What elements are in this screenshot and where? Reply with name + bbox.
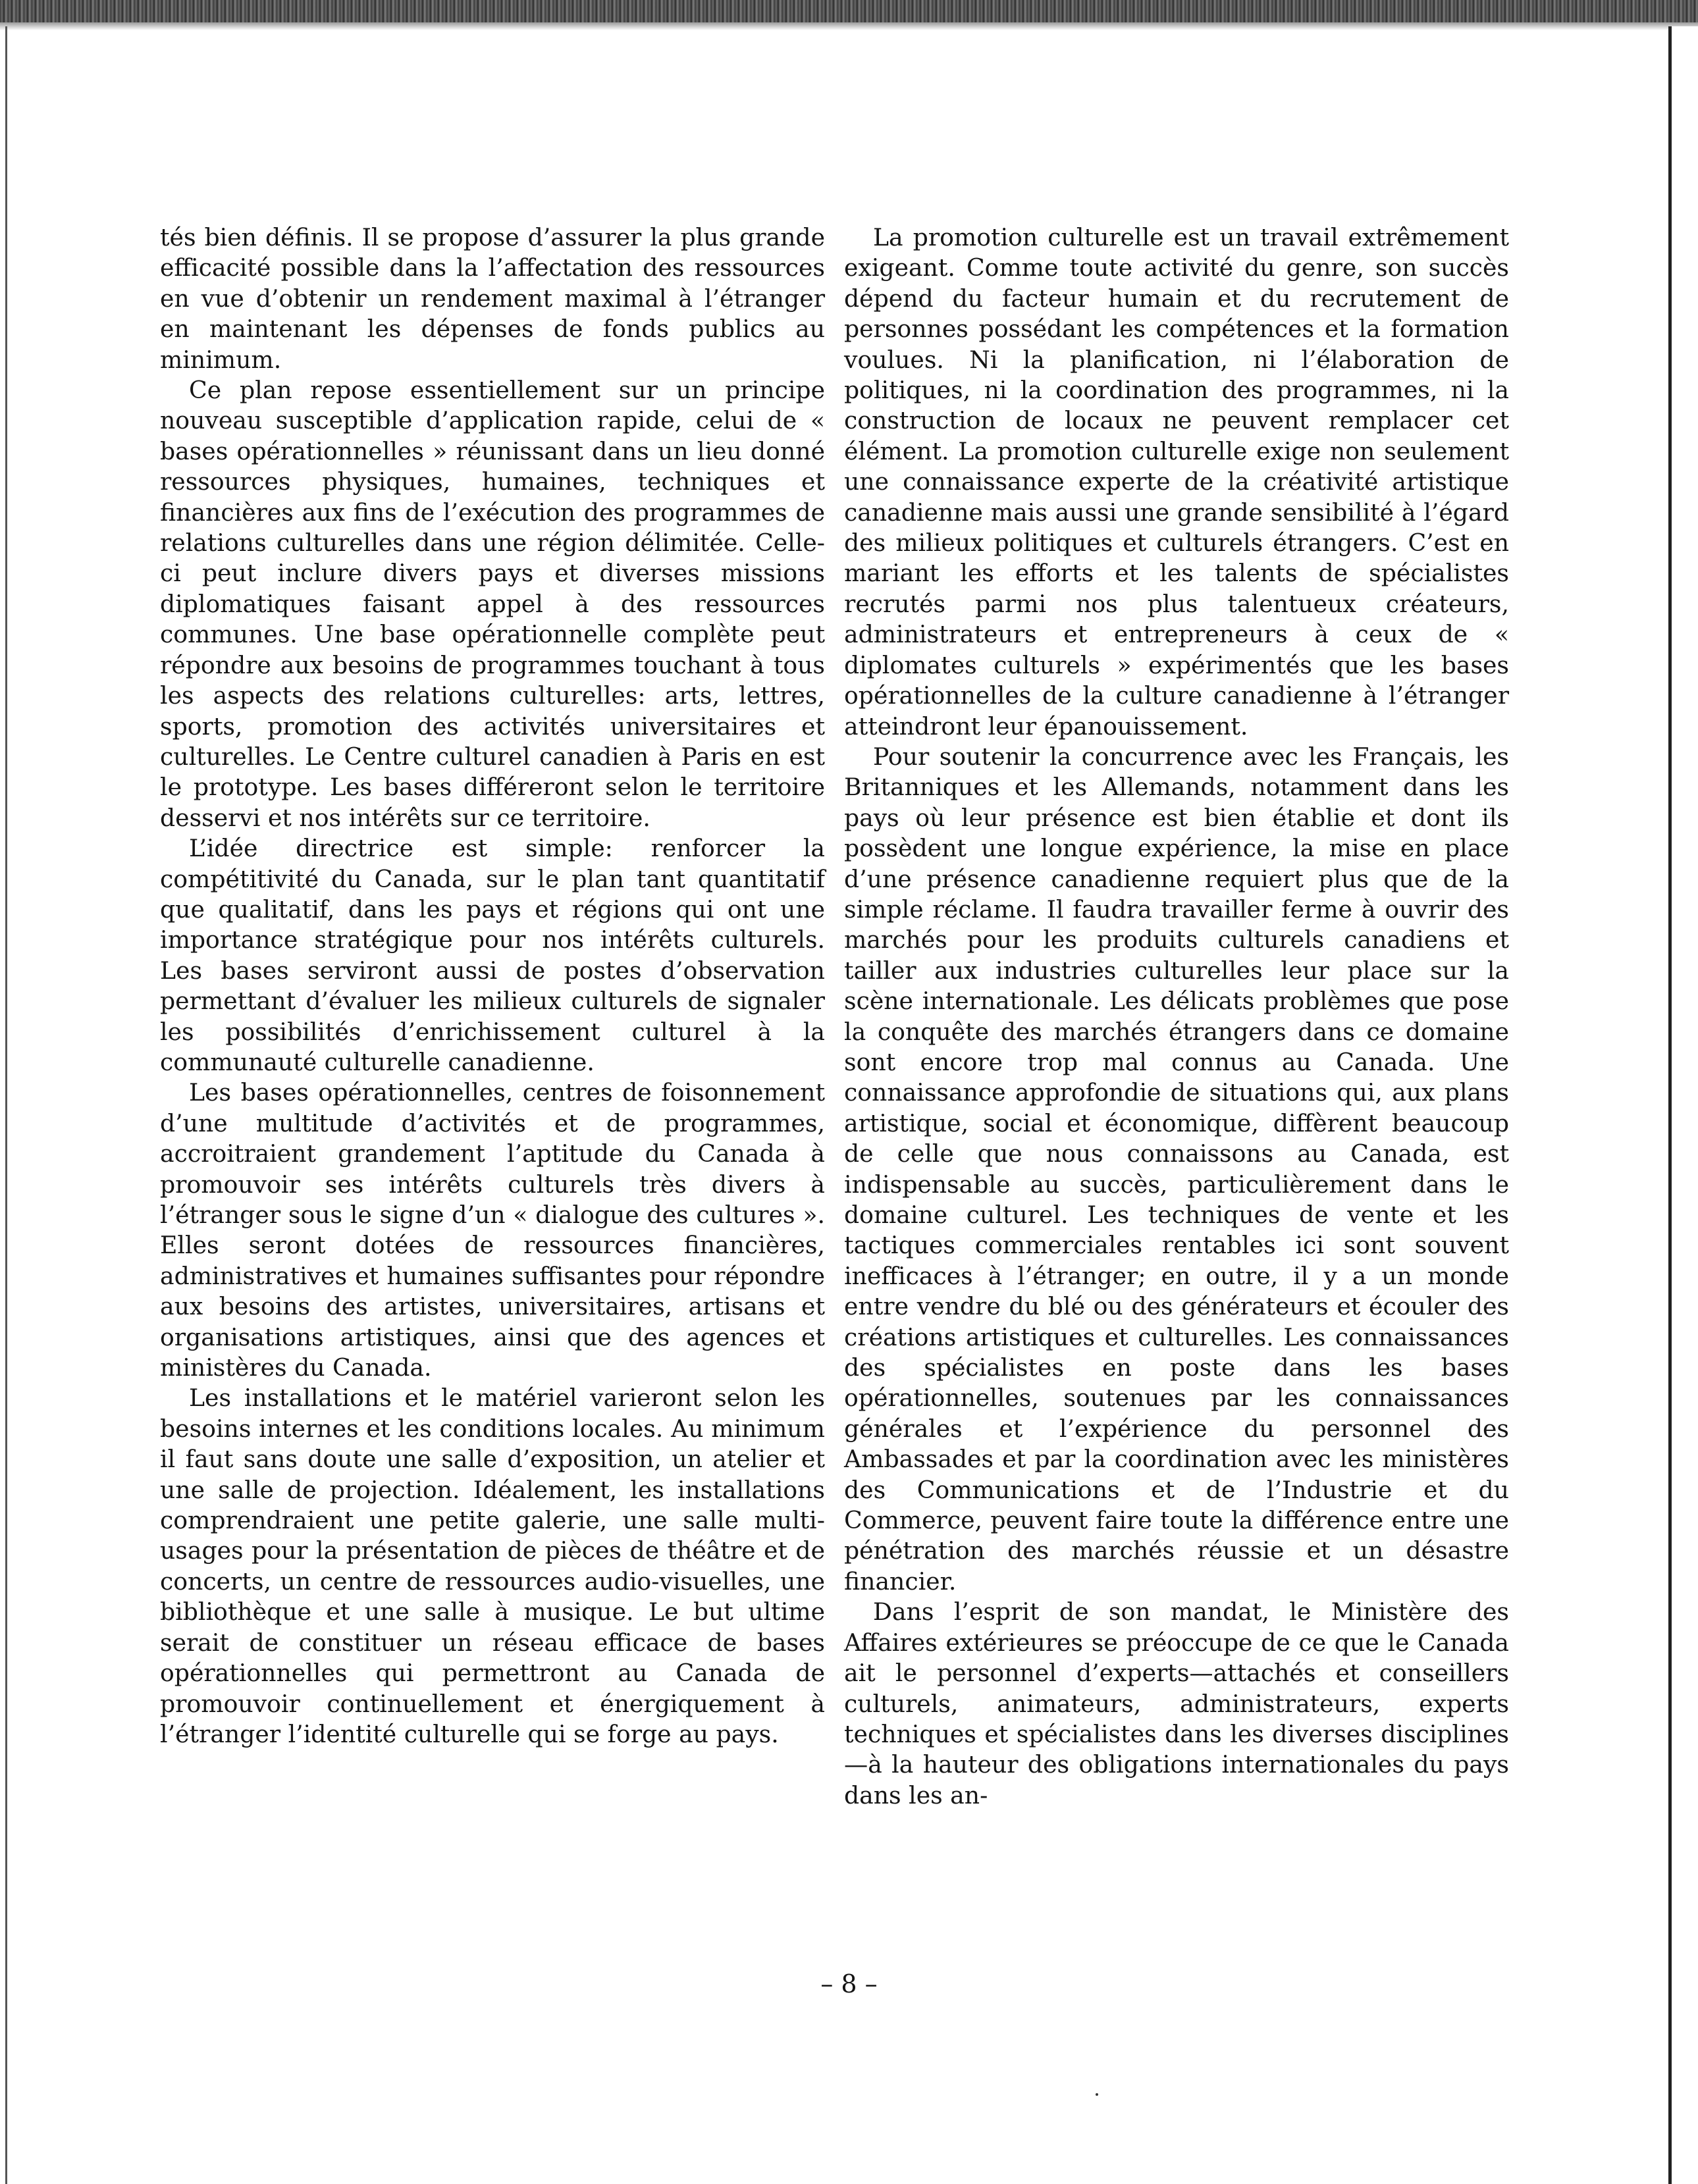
scan-edge-shadow [0,22,1698,30]
page-number: – 8 – [820,1969,878,1998]
scan-margin-right [1672,26,1698,2184]
scan-edge-top [0,0,1698,22]
scan-speck [1096,2093,1098,2096]
right-column [844,222,1509,1811]
scan-edge-left [5,26,7,2184]
paragraph: tés bien définis. Il se propose d’assurer la plus grande efficacité possible dans la l’affectation des ressources en vue d’obtenir un rendement maximal à l’étranger en maintenant les dépenses de fonds publics au minimum. [160,223,825,374]
left-column [160,222,825,1750]
paragraph: L’idée directrice est simple: renforcer la compétitivité du Canada, sur le plan tant quantitatif que qualitatif, dans les pays et régions qui ont une importance stratégique pour nos intérêts culturels. Les bases serviront aussi de postes d’observation permettant d’évaluer les milieux culturels de signaler les possibilités d’enrichissement culturel à la communauté culturelle canadienne. [160,834,825,1076]
paragraph: Pour soutenir la concurrence avec les Français, les Britanniques et les Allemands, notamment dans les pays où leur présence est bien établie et dont ils possèdent une longue expérience, la mise en place d’une présence canadienne requiert plus que de la simple réclame. Il faudra travailler ferme à ouvrir des marchés pour les produits culturels canadiens et tailler aux industries culturelles leur place sur la scène internationale. Les délicats problèmes que pose la conquête des marchés étrangers dans ce domaine sont encore trop mal connus au Canada. Une connaissance approfondie de situations qui, aux plans artistique, social et économique, diffèrent beaucoup de celle que nous connaissons au Canada, est indispensable au succès, particulièrement dans le domaine culturel. Les techniques de vente et les tactiques commerciales rentables ici sont souvent inefficaces à l’étranger; en outre, il y a un monde entre vendre du blé ou des générateurs et écouler des créations artistiques et culturelles. Les connaissances des spécialistes en poste dans les bases opérationnelles, soutenues par les connaissances générales et l’expérience du personnel des Ambassades et par la coordination avec les ministères des Communications et de l’Industrie et du Commerce, peuvent faire toute la différence entre une pénétration des marchés réussie et un désastre financier. [844,742,1509,1596]
paragraph: Les bases opérationnelles, centres de foisonnement d’une multitude d’activités et de programmes, accroitraient grandement l’aptitude du Canada à promouvoir ses intérêts culturels très divers à l’étranger sous le signe d’un « dialogue des cultures ». Elles seront dotées de ressources financières, administratives et humaines suffisantes pour répondre aux besoins des artistes, universitaires, artisans et organisations artistiques, ainsi que des agences et ministères du Canada. [160,1078,825,1382]
paragraph: Les installations et le matériel varieront selon les besoins internes et les conditions locales. Au minimum il faut sans doute une salle d’exposition, un atelier et une salle de projection. Idéalement, les installations comprendraient une petite galerie, une salle multi-usages pour la présentation de pièces de théâtre et de concerts, un centre de ressources audio-visuelles, une bibliothèque et une salle à musique. Le but ultime serait de constituer un réseau efficace de bases opérationnelles qui permettront au Canada de promouvoir continuellement et énergiquement à l’étranger l’identité culturelle qui se forge au pays. [160,1384,825,1748]
paragraph: Ce plan repose essentiellement sur un principe nouveau susceptible d’application rapide, celui de « bases opérationnelles » réunissant dans un lieu donné ressources physiques, humaines, techniques et financières aux fins de l’exécution des programmes de relations culturelles dans une région délimitée. Celle-ci peut inclure divers pays et diverses missions diplomatiques faisant appel à des ressources communes. Une base opérationnelle complète peut répondre aux besoins de programmes touchant à tous les aspects des relations culturelles: arts, lettres, sports, promotion des activités universitaires et culturelles. Le Centre culturel canadien à Paris en est le prototype. Les bases différeront selon le territoire desservi et nos intérêts sur ce territoire. [160,376,825,832]
paragraph: La promotion culturelle est un travail extrêmement exigeant. Comme toute activité du genre, son succès dépend du facteur humain et du recrutement de personnes possédant les compétences et la formation voulues. Ni la planification, ni l’élaboration de politiques, ni la coordination des programmes, ni la construction de locaux ne peuvent remplacer cet élément. La promotion culturelle exige non seulement une connaissance experte de la créativité artistique canadienne mais aussi une grande sensibilité à l’égard des milieux politiques et culturels étrangers. C’est en mariant les efforts et les talents de spécialistes recrutés parmi nos plus talentueux créateurs, administrateurs et entrepreneurs à ceux de « diplomates culturels » expérimentés que les bases opérationnelles de la culture canadienne à l’étranger atteindront leur épanouissement. [844,223,1509,741]
paragraph: Dans l’esprit de son mandat, le Ministère des Affaires extérieures se préoccupe de ce que le Canada ait le personnel d’experts—attachés et conseillers culturels, animateurs, administrateurs, experts techniques et spécialistes dans les diverses disciplines—à la hauteur des obligations internationales du pays dans les an- [844,1598,1509,1809]
